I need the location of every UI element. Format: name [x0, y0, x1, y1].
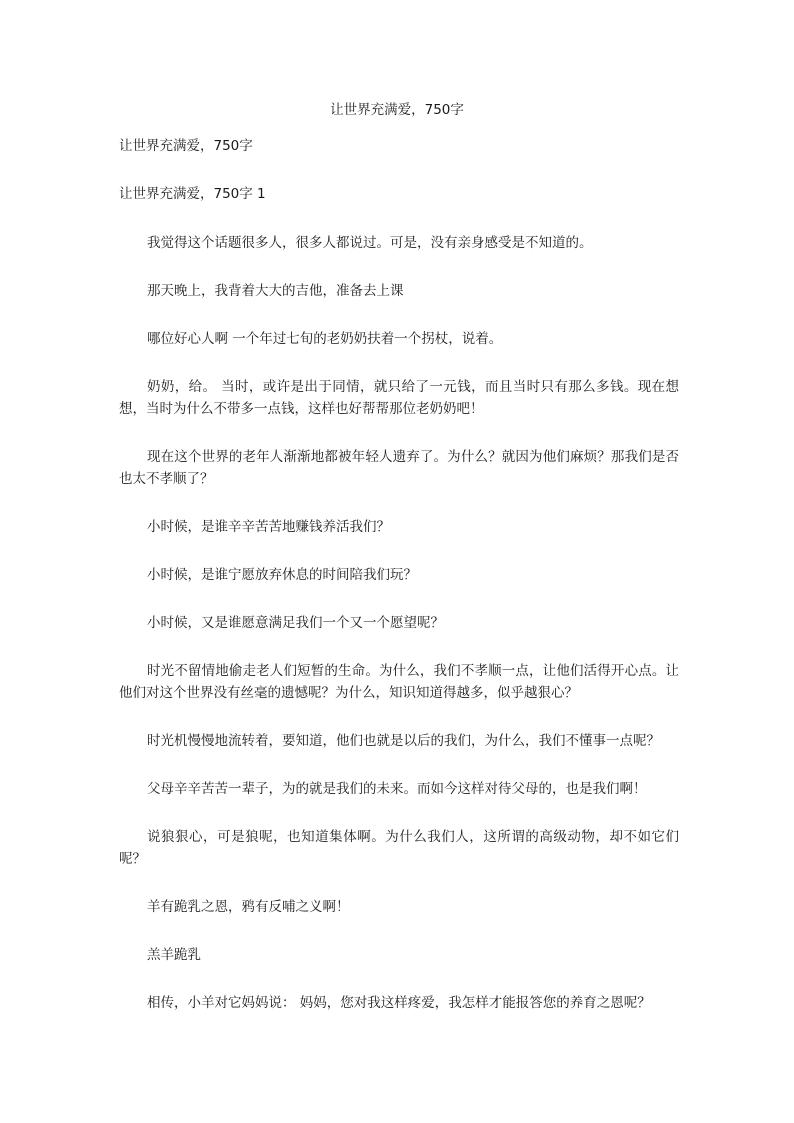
document-title: 让世界充满爱，750字 [330, 102, 464, 118]
document-subtitle: 让世界充满爱，750字 [119, 138, 253, 154]
paragraph: 小时候，又是谁愿意满足我们一个又一个愿望呢？ [147, 615, 444, 631]
paragraph: 相传，小羊对它妈妈说： 妈妈，您对我这样疼爱，我怎样才能报答您的养育之恩呢？ [147, 995, 651, 1011]
paragraph: 父母辛辛苦苦一辈子，为的就是我们的未来。而如今这样对待父母的，也是我们啊！ [147, 781, 647, 797]
section-heading: 让世界充满爱，750字 1 [119, 186, 266, 202]
paragraph: 说狼狠心，可是狼呢，也知道集体啊。为什么我们人，这所谓的高级动物，却不如它们呢？ [119, 829, 679, 867]
paragraph: 小时候，是谁宁愿放弃休息的时间陪我们玩？ [147, 567, 417, 583]
paragraph: 羔羊跪乳 [147, 947, 201, 963]
document-body [119, 136, 679, 1040]
paragraph: 小时候，是谁辛辛苦苦地赚钱养活我们？ [147, 519, 390, 535]
paragraph: 那天晚上，我背着大大的吉他，准备去上课 [147, 283, 404, 299]
paragraph: 时光机慢慢地流转着，要知道，他们也就是以后的我们，为什么，我们不懂事一点呢？ [147, 733, 660, 749]
paragraph: 我觉得这个话题很多人，很多人都说过。可是，没有亲身感受是不知道的。 [147, 235, 593, 251]
paragraph: 现在这个世界的老年人渐渐地都被年轻人遗弃了。为什么？就因为他们麻烦？那我们是否也太不孝顺了？ [119, 449, 679, 487]
paragraph: 奶奶，给。 当时，或许是出于同情，就只给了一元钱，而且当时只有那么多钱。现在想想，当时为什么不带多一点钱，这样也好帮帮那位老奶奶吧！ [119, 379, 679, 417]
paragraph: 哪位好心人啊 一个年过七旬的老奶奶扶着一个拐杖，说着。 [147, 331, 503, 347]
paragraph: 时光不留情地偷走老人们短暂的生命。为什么，我们不孝顺一点，让他们活得开心点。让他们对这个世界没有丝毫的遗憾呢？为什么，知识知道得越多，似乎越狠心？ [119, 663, 679, 701]
paragraph: 羊有跪乳之恩，鸦有反哺之义啊！ [147, 899, 350, 915]
